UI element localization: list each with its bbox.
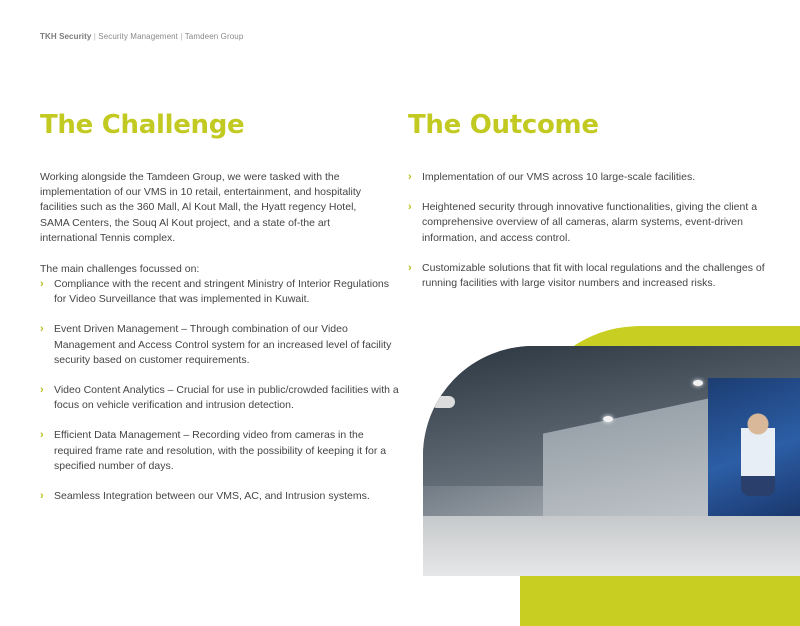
list-item bbox=[40, 428, 400, 474]
list-item-text: Video Content Analytics – Crucial for use in public/crowded facilities with a focus on vehicle verification and intrusion detection. bbox=[54, 384, 399, 412]
list-item bbox=[40, 383, 400, 413]
list-item bbox=[40, 277, 400, 307]
list-item-text: Event Driven Management – Through combination of our Video Management and Access Control system for an increased level of facility security based on customer requirements. bbox=[54, 323, 392, 366]
list-item-text: Heightened security through innovative functionalities, giving the client a comprehensive overview of all cameras, alarm systems, event-driven information, and access control. bbox=[422, 201, 758, 244]
chevron-right-icon: › bbox=[40, 384, 44, 397]
ceiling-light bbox=[603, 416, 613, 422]
header-brand: TKH Security bbox=[40, 32, 92, 41]
chevron-right-icon: › bbox=[408, 171, 412, 183]
camera-icon bbox=[431, 396, 455, 408]
header-separator: | bbox=[93, 32, 96, 41]
list-item-text: Implementation of our VMS across 10 large-scale facilities. bbox=[422, 171, 696, 183]
header-client: Tamdeen Group bbox=[184, 32, 244, 41]
header-separator: | bbox=[180, 32, 183, 41]
challenge-title: The Challenge bbox=[40, 110, 245, 140]
chevron-right-icon: › bbox=[40, 323, 44, 336]
outcome-list bbox=[408, 170, 768, 306]
list-item bbox=[40, 489, 400, 504]
challenge-list bbox=[40, 277, 400, 519]
photo-tennis-player bbox=[741, 406, 775, 496]
chevron-right-icon: › bbox=[408, 201, 412, 214]
chevron-right-icon: › bbox=[408, 261, 412, 274]
outcome-title: The Outcome bbox=[408, 110, 599, 140]
list-item bbox=[40, 322, 400, 368]
facility-photo bbox=[423, 346, 800, 576]
header-section: Security Management bbox=[98, 32, 178, 41]
challenge-intro: Working alongside the Tamdeen Group, we were tasked with the implementation of our VMS in 10 retail, entertainment, and hospitality facilities such as the 360 Mall, Al Kout Mall, the Hyatt regency Hotel, SAMA Centers, the Souq Al Kout project, and a state of-the art international Tennis complex. bbox=[40, 171, 362, 244]
ceiling-light bbox=[693, 380, 703, 386]
chevron-right-icon: › bbox=[40, 429, 44, 442]
page-header bbox=[40, 32, 243, 41]
list-item-text: Customizable solutions that fit with local regulations and the challenges of running facilities with large visitor numbers and increased risks. bbox=[422, 261, 765, 290]
chevron-right-icon: › bbox=[40, 278, 44, 290]
challenges-lead: The main challenges focussed on: bbox=[40, 263, 200, 275]
chevron-right-icon: › bbox=[40, 490, 44, 503]
list-item-text: Seamless Integration between our VMS, AC, and Intrusion systems. bbox=[54, 490, 370, 503]
list-item-text: Efficient Data Management – Recording video from cameras in the required frame rate and resolution, with the possibility of keeping it for a specified number of days. bbox=[54, 429, 387, 472]
list-item bbox=[408, 261, 768, 291]
list-item bbox=[408, 170, 768, 185]
list-item bbox=[408, 200, 768, 246]
photo-floor bbox=[423, 516, 800, 576]
list-item-text: Compliance with the recent and stringent Ministry of Interior Regulations for Video Surveillance that was implemented in Kuwait. bbox=[54, 278, 389, 306]
